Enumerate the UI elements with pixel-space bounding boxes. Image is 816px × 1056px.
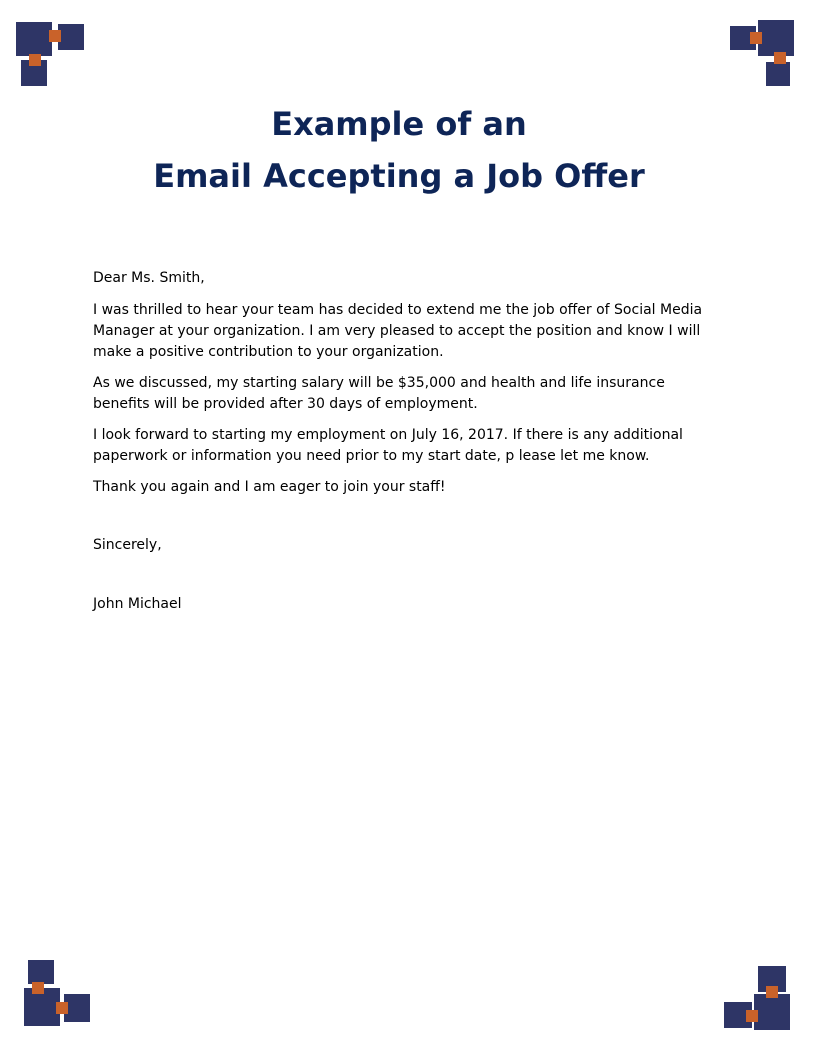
- ornament-accent: [56, 1002, 68, 1014]
- letter-paragraph: I was thrilled to hear your team has decided to extend me the job offer of Social Media Manager at your organization. I am very pleased to accept the position and know I will make a positive contribution to your organization.: [93, 302, 703, 360]
- ornament-square: [766, 62, 790, 86]
- letter-paragraph: I look forward to starting my employment on July 16, 2017. If there is any additional paperwork or information you need prior to my start date, p lease let me know.: [93, 427, 683, 464]
- ornament-accent: [774, 52, 786, 64]
- ornament-square: [58, 24, 84, 50]
- corner-ornament-top-left: [16, 18, 96, 98]
- corner-ornament-top-right: [728, 18, 808, 98]
- corner-ornament-bottom-left: [22, 958, 102, 1038]
- letter-closing: Sincerely,: [93, 537, 162, 553]
- title-line-2: Email Accepting a Job Offer: [153, 157, 645, 195]
- letter-body: [93, 268, 725, 615]
- ornament-square: [758, 20, 794, 56]
- page-title: [0, 98, 798, 202]
- ornament-accent: [750, 32, 762, 44]
- ornament-accent: [29, 54, 41, 66]
- ornament-accent: [49, 30, 61, 42]
- ornament-square: [28, 960, 54, 984]
- letter-greeting: Dear Ms. Smith,: [93, 270, 205, 286]
- title-line-1: Example of an: [271, 105, 527, 143]
- letter-paragraph: As we discussed, my starting salary will be $35,000 and health and life insurance benefits will be provided after 30 days of employment.: [93, 375, 665, 412]
- ornament-accent: [746, 1010, 758, 1022]
- ornament-square: [16, 22, 52, 56]
- letter-signature: John Michael: [93, 596, 182, 612]
- ornament-accent: [32, 982, 44, 994]
- letter-paragraph: Thank you again and I am eager to join your staff!: [93, 479, 446, 495]
- ornament-square: [754, 994, 790, 1030]
- ornament-accent: [766, 986, 778, 998]
- corner-ornament-bottom-right: [722, 962, 802, 1042]
